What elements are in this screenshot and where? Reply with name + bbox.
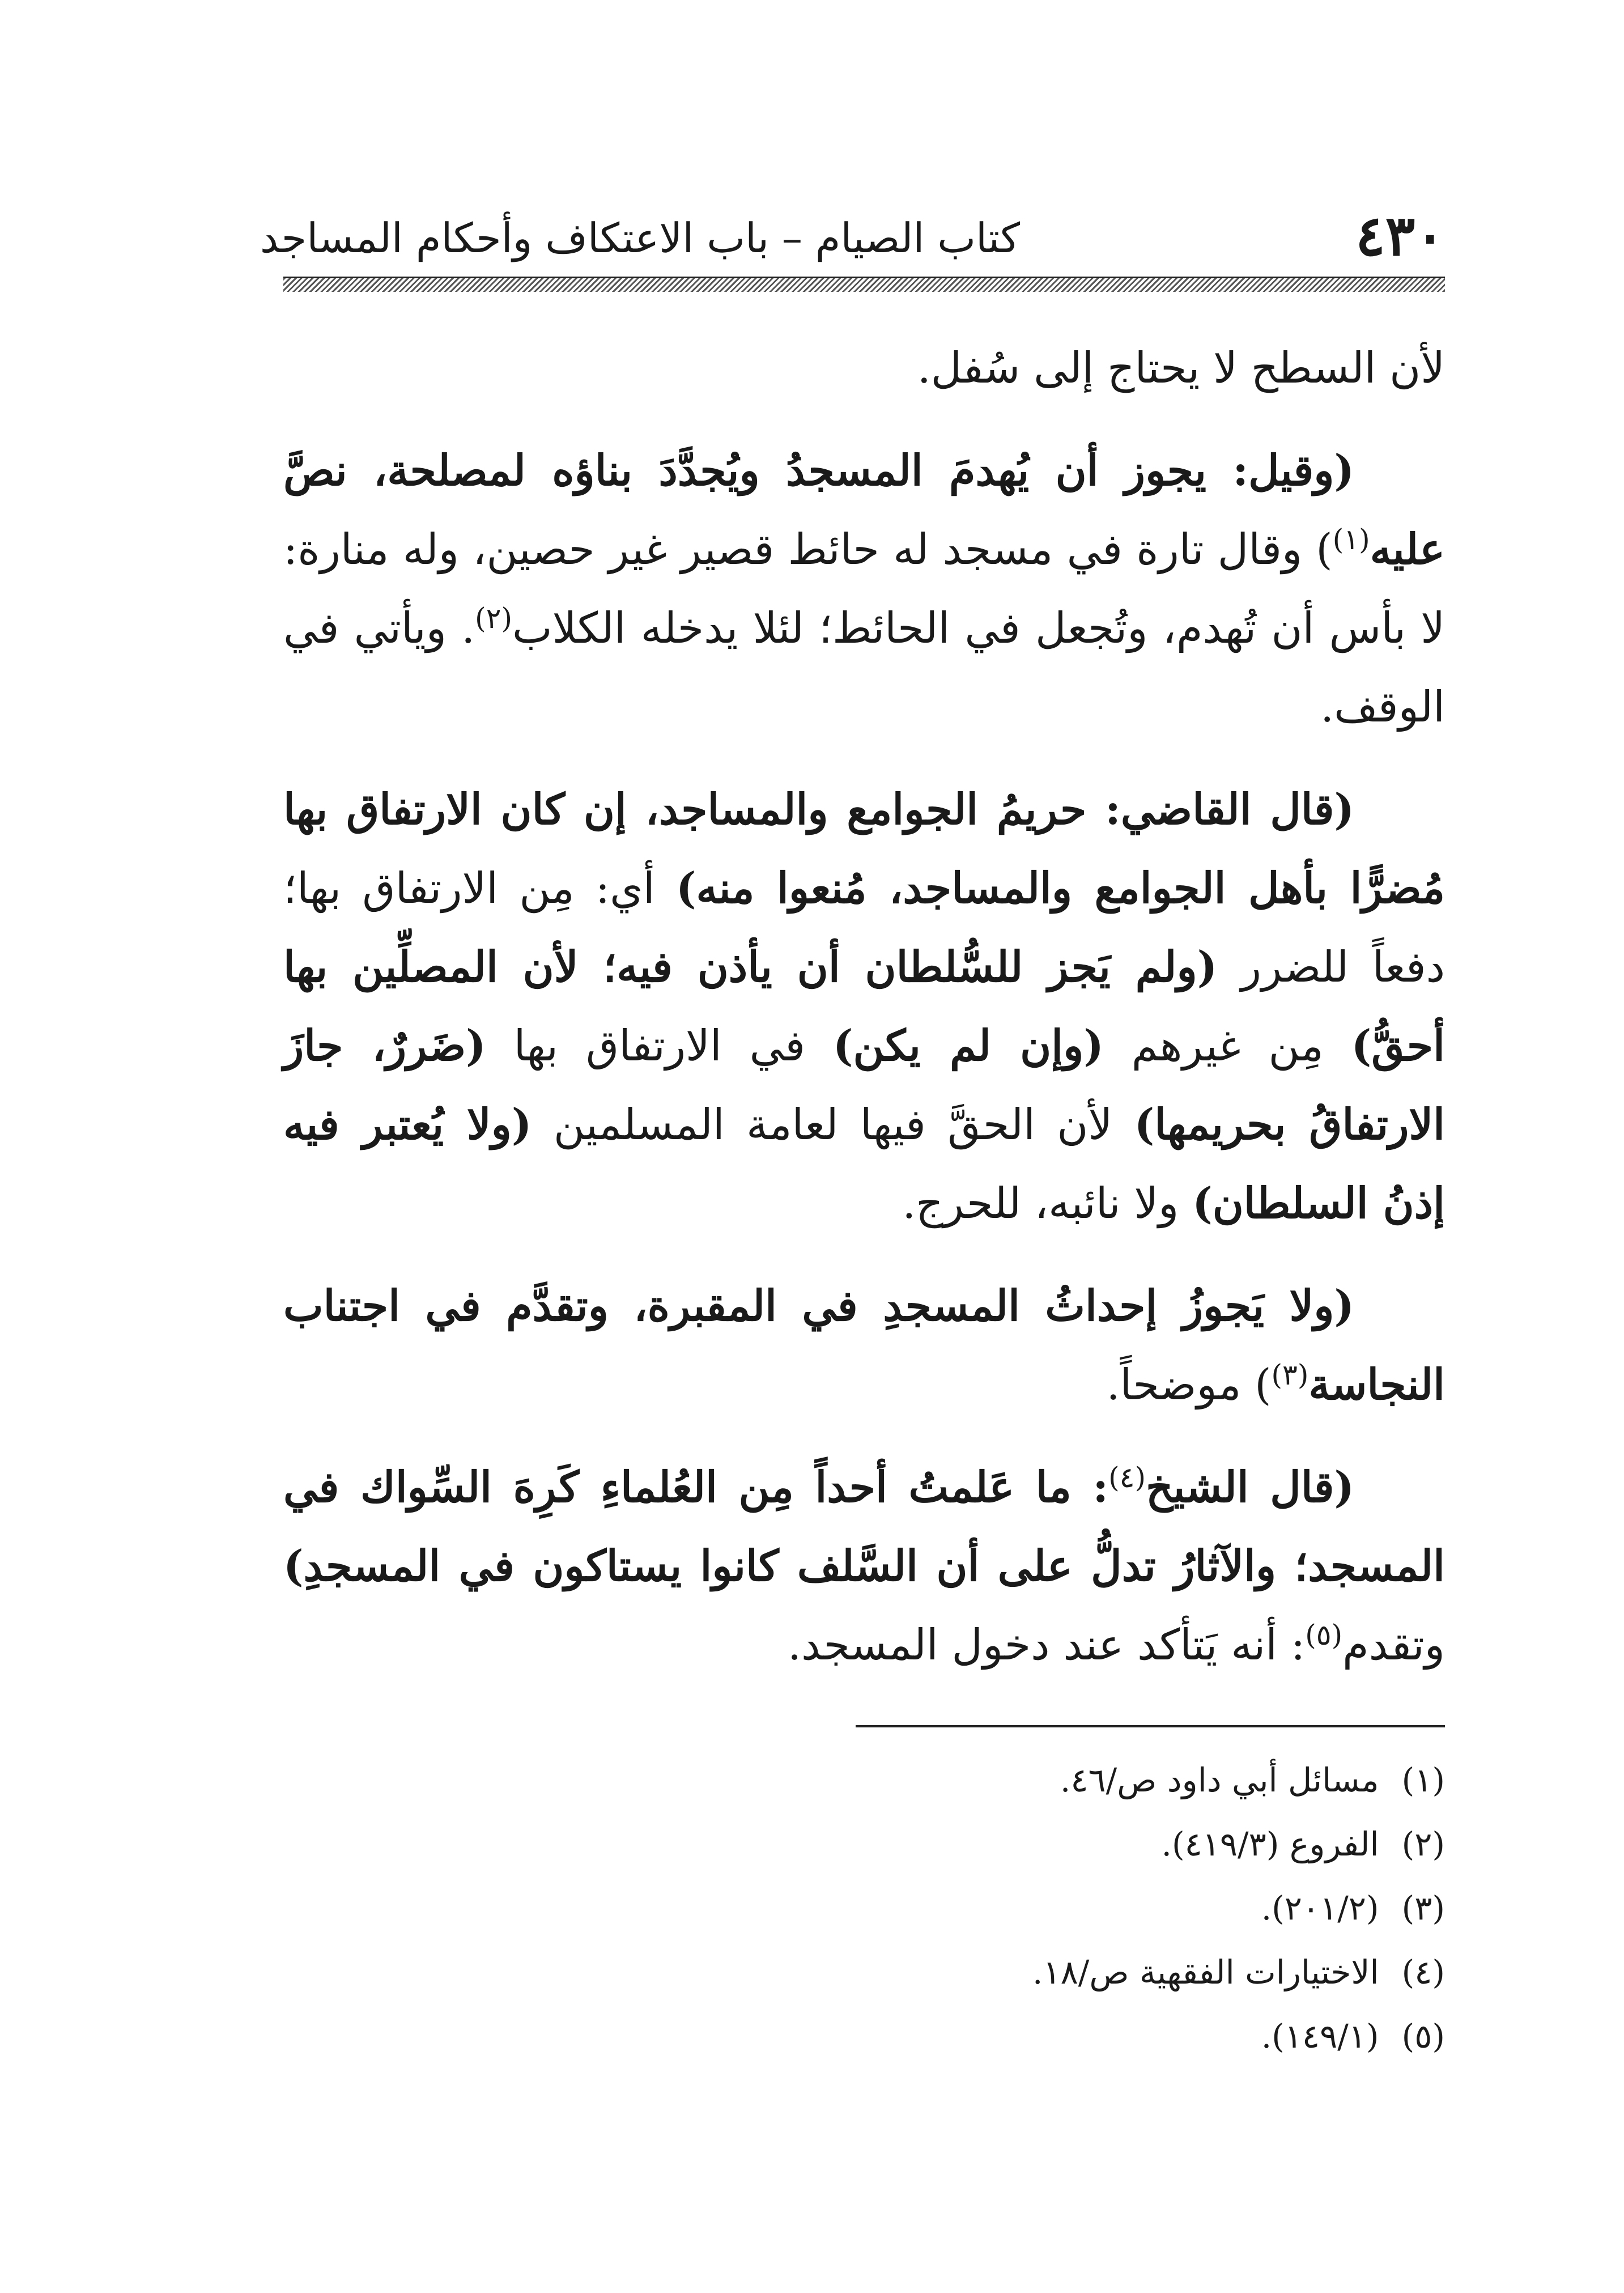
bold-text: (قال الشيخ <box>1146 1462 1354 1512</box>
footnote-number: (٢) <box>1401 1825 1445 1863</box>
footnote-ref-5[interactable]: (٥) <box>1305 1619 1343 1651</box>
plain-text: في الارتفاق بها <box>486 1021 834 1071</box>
plain-text: ) موضحاً. <box>1106 1360 1272 1409</box>
footnote-text: (١٤٩/١). <box>1261 2017 1379 2056</box>
footnote-ref-3[interactable]: (٣) <box>1271 1358 1309 1391</box>
plain-text: وتقدم <box>1342 1620 1445 1670</box>
bold-text: (ضَررٌ، جازَ الارتفاقُ بحريمها) <box>283 1021 1445 1149</box>
paragraph-5 <box>283 1448 1445 1684</box>
footnote-number: (٤) <box>1401 1953 1445 1991</box>
footnote-text: (٢٠١/٢). <box>1261 1889 1379 1927</box>
footnote-5 <box>283 2005 1445 2069</box>
bold-text: : ما عَلمتُ أحداً مِن العُلماءِ كَرِهَ السِّواك في المسجد؛ والآثارُ تدلُّ على أن السَّلف كانوا يستاكون في المسجدِ) <box>283 1462 1445 1591</box>
running-title: كتاب الصيام – باب الاعتكاف وأحكام المساجد <box>260 214 1020 262</box>
main-text <box>283 329 1445 1708</box>
paragraph-1 <box>283 329 1445 407</box>
plain-text: : أنه يَتأكد عند دخول المسجد. <box>788 1620 1306 1670</box>
footnote-4 <box>283 1940 1445 2005</box>
footnote-3 <box>283 1876 1445 1940</box>
footnote-number: (٣) <box>1401 1889 1445 1927</box>
footnote-text: الفروع (٤١٩/٣). <box>1161 1825 1379 1863</box>
plain-text: لأن الحقَّ فيها لعامة المسلمين <box>532 1099 1134 1149</box>
footnote-text: الاختيارات الفقهية ص/١٨. <box>1032 1953 1379 1991</box>
footnote-number: (٥) <box>1401 2017 1445 2056</box>
plain-text: ولا نائبه، للحرج. <box>902 1178 1193 1228</box>
footnote-1 <box>283 1748 1445 1812</box>
bold-text: (ولا يَجوزُ إحداثُ المسجدِ في المقبرة، وتقدَّم في اجتناب النجاسة <box>283 1281 1445 1409</box>
paragraph-3 <box>283 770 1445 1243</box>
footnote-ref-1[interactable]: (١) <box>1332 523 1370 556</box>
footnote-number: (١) <box>1401 1761 1445 1799</box>
plain-text: . ويأتي في الوقف. <box>283 603 1445 732</box>
bold-text: (ولا يُعتبر فيه إذنُ السلطان) <box>283 1099 1445 1228</box>
bold-text: (وقيل: يجوز أن يُهدمَ المسجدُ ويُجدَّدَ بناؤه لمصلحة، نصَّ عليه <box>283 445 1445 574</box>
bold-text: (ولم يَجز للسُّلطان أن يأذن فيه؛ لأن المصلِّين بها أحقُّ) <box>283 942 1445 1071</box>
footnotes <box>283 1748 1445 2069</box>
footnote-ref-2[interactable]: (٢) <box>475 602 512 635</box>
footnote-2 <box>283 1812 1445 1876</box>
plain-text: أي: مِن الارتفاق بها؛ دفعاً للضرر <box>283 863 1445 992</box>
header-rule <box>283 277 1445 292</box>
bold-text: (وإن لم يكن) <box>833 1021 1104 1071</box>
paragraph-2 <box>283 431 1445 746</box>
paragraph-1-text: لأن السطح لا يحتاج إلى سُفل. <box>917 343 1445 393</box>
footnote-separator <box>856 1725 1445 1727</box>
paragraph-4 <box>283 1267 1445 1424</box>
plain-text: ) وقال تارة في مسجد له حائط قصير غير حصين، وله منارة: لا بأس أن تُهدم، وتُجعل في الحائط؛ لئلا يدخله الكلاب <box>283 524 1445 653</box>
footnote-text: مسائل أبي داود ص/٤٦. <box>1060 1761 1379 1799</box>
footnote-ref-4[interactable]: (٤) <box>1108 1461 1146 1494</box>
plain-text: مِن غيرهم <box>1103 1021 1351 1071</box>
page-header <box>260 203 1445 269</box>
bold-text: (قال القاضي: حريمُ الجوامع والمساجد، إن كان الارتفاق بها مُضرًّا بأهل الجوامع والمساجد، مُنعوا منه) <box>283 784 1445 913</box>
page-number: ٤٣٠ <box>1355 203 1445 269</box>
